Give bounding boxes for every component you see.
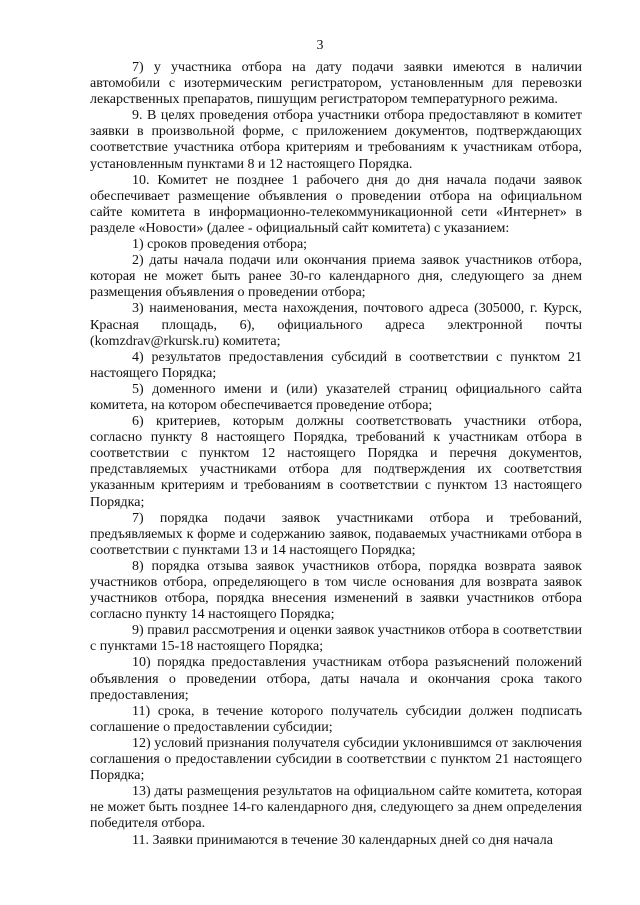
paragraph: 1) сроков проведения отбора; — [132, 237, 308, 253]
paragraph: 9) правил рассмотрения и оценки заявок участников отбора в соответствии с пунктами 15-18 настоящего Порядка; — [90, 623, 582, 655]
paragraph: 13) даты размещения результатов на официальном сайте комитета, которая не может быть позднее 14-го календарного дня, следующего за днем определения победителя отбора. — [90, 784, 582, 832]
paragraph: 2) даты начала подачи или окончания приема заявок участников отбора, которая не может быть ранее 30-го календарного дня, следующего за днем размещения объявления о проведении отбора; — [90, 253, 582, 301]
paragraph: 4) результатов предоставления субсидий в соответствии с пунктом 21 настоящего Порядка; — [90, 349, 582, 381]
paragraph: 7) порядка подачи заявок участниками отбора и требований, предъявляемых к форме и содержанию заявок, подаваемых участниками отбора в соответствии с пунктами 13 и 14 настоящего Порядка; — [90, 510, 582, 558]
page-number: 3 — [316, 38, 324, 53]
paragraph: 11) срока, в течение которого получатель субсидии должен подписать соглашение о предоставлении субсидии; — [90, 703, 582, 735]
paragraph: 8) порядка отзыва заявок участников отбора, порядка возврата заявок участников отбора, определяющего в том числе основания для возврата заявок участников отбора, порядка внесения изменений в заявки участников отбора согласно пункту 14 настоящего Порядка; — [90, 558, 582, 623]
paragraph: 7) у участника отбора на дату подачи заявки имеются в наличии автомобили с изотермическим регистратором, установленным для перевозки лекарственных препаратов, пишущим регистратором температурного режима. — [90, 60, 582, 108]
paragraph: 3) наименования, места нахождения, почтового адреса (305000, г. Курск, Красная площадь, 6), официального адреса электронной почты (komzdrav@rkursk.ru) комитета; — [90, 301, 582, 349]
paragraph: 6) критериев, которым должны соответствовать участники отбора, согласно пункту 8 настоящего Порядка, требований к участникам отбора в соответствии с пунктом 12 настоящего Порядка и перечня документов, представляемых участниками отбора для подтверждения их соответствия указанным критериям и требованиям в соответствии с пунктом 13 настоящего Порядка; — [90, 414, 582, 510]
paragraph: 9. В целях проведения отбора участники отбора предоставляют в комитет заявки в произвольной форме, с приложением документов, подтверждающих соответствие участника отбора критериям и требованиям к участникам отбора, установленным пунктами 8 и 12 настоящего Порядка. — [90, 108, 582, 172]
paragraph: 10) порядка предоставления участникам отбора разъяснений положений объявления о проведении отбора, даты начала и окончания срока такого предоставления; — [90, 655, 582, 703]
paragraph: 10. Комитет не позднее 1 рабочего дня до дня начала подачи заявок обеспечивает размещение объявления о проведении отбора на официальном сайте комитета в информационно-телекоммуникационной сети «Интернет» в разделе «Новости» (далее - официальный сайт комитета) с указанием: — [90, 172, 582, 236]
paragraph: 12) условий признания получателя субсидии уклонившимся от заключения соглашения о предоставлении субсидии в соответствии с пунктом 21 настоящего Порядка; — [90, 735, 582, 784]
paragraph: 11. Заявки принимаются в течение 30 календарных дней со дня начала — [132, 832, 553, 848]
paragraph: 5) доменного имени и (или) указателей страниц официального сайта комитета, на котором обеспечивается проведение отбора; — [90, 381, 582, 413]
document-body — [90, 60, 582, 849]
